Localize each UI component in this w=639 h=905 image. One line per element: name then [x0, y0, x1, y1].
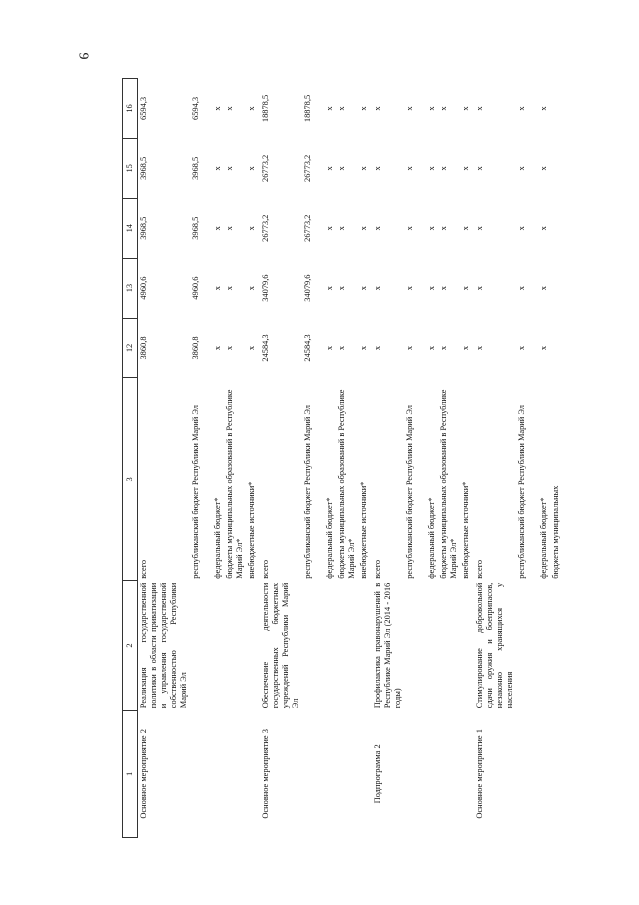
value-cell — [550, 258, 562, 318]
measure-name-cell — [516, 710, 538, 837]
value-cell: 3968,5 — [139, 216, 148, 240]
value-cell: х — [325, 166, 334, 171]
value-cell: х — [475, 286, 484, 291]
measure-description-cell — [404, 581, 426, 710]
value-cell: х — [325, 106, 334, 111]
funding-source-cell: федеральный бюджет* — [325, 497, 334, 579]
value-cell: 6594,3 — [139, 96, 148, 120]
value-cell: х — [539, 166, 548, 171]
value-cell — [550, 138, 562, 198]
value-cell: х — [337, 286, 346, 291]
header-cell: 16 — [123, 79, 138, 139]
measure-description-cell — [538, 581, 550, 710]
value-cell: х — [427, 345, 436, 351]
value-cell: х — [225, 166, 234, 171]
value-cell: х — [405, 166, 414, 171]
value-cell: х — [213, 106, 222, 111]
value-cell: х — [213, 166, 222, 171]
header-cell: 13 — [123, 258, 138, 318]
funding-source-cell: внебюджетные источники* — [247, 481, 256, 579]
funding-source-cell: республиканский бюджет Республики Марий Эл — [517, 405, 526, 579]
value-cell: х — [517, 345, 526, 351]
value-cell: х — [427, 286, 436, 291]
value-cell: х — [475, 226, 484, 231]
value-cell: 4960,6 — [139, 276, 148, 300]
value-cell: 18878,5 — [261, 94, 270, 123]
value-cell: х — [359, 286, 368, 291]
measure-description-cell — [246, 581, 260, 710]
value-cell: х — [247, 345, 256, 351]
page-number: 9 — [75, 52, 91, 60]
measure-description-cell: Стимулирование добровольной сдачи оружия и боеприпасов, незаконно хранящихся у населения — [475, 582, 514, 709]
value-cell: х — [439, 286, 448, 291]
header-cell: 2 — [123, 581, 138, 710]
header-cell: 12 — [123, 318, 138, 378]
funding-source-cell: республиканский бюджет Республики Марий Эл — [405, 405, 414, 579]
value-cell: х — [439, 106, 448, 111]
measure-description-cell — [358, 581, 372, 710]
value-cell: х — [461, 286, 470, 291]
measure-name-cell — [538, 710, 550, 837]
measure-description-cell: Профилактика правонарушений в Республике Марий Эл (2014 - 2016 годы) — [373, 582, 402, 709]
measure-name-cell — [438, 710, 460, 837]
funding-source-cell: всего — [475, 559, 484, 579]
funding-source-cell: всего — [139, 559, 148, 579]
value-cell: х — [475, 106, 484, 111]
value-cell — [550, 318, 562, 378]
measure-description-cell — [438, 581, 460, 710]
funding-source-cell: республиканский бюджет Республики Марий Эл — [303, 405, 312, 579]
table-row — [324, 79, 336, 838]
value-cell: х — [373, 166, 382, 171]
measure-description-cell — [336, 581, 358, 710]
funding-source-cell: федеральный бюджет* — [427, 497, 436, 579]
measure-name-cell — [550, 710, 562, 837]
table-row — [212, 79, 224, 838]
value-cell: х — [517, 106, 526, 111]
value-cell: х — [539, 106, 548, 111]
measure-name-cell — [224, 710, 246, 837]
value-cell: 3968,5 — [191, 216, 200, 240]
value-cell: х — [405, 345, 414, 351]
header-cell: 3 — [123, 378, 138, 581]
value-cell: х — [247, 226, 256, 231]
value-cell: 26773,2 — [261, 154, 270, 182]
funding-source-cell: федеральный бюджет* — [539, 497, 548, 579]
measure-name-cell — [404, 710, 426, 837]
value-cell: х — [247, 286, 256, 291]
value-cell: х — [373, 345, 382, 351]
value-cell: х — [405, 226, 414, 231]
table-row — [404, 79, 426, 838]
value-cell: х — [325, 345, 334, 351]
value-cell: х — [325, 286, 334, 291]
value-cell — [550, 198, 562, 258]
value-cell: х — [461, 226, 470, 231]
value-cell: х — [461, 106, 470, 111]
funding-source-cell: внебюджетные источники* — [461, 481, 470, 579]
value-cell: х — [373, 106, 382, 111]
value-cell: х — [461, 345, 470, 351]
measure-description-cell — [224, 581, 246, 710]
value-cell: 3860,8 — [191, 336, 200, 360]
value-cell: х — [405, 286, 414, 291]
table-row — [224, 79, 246, 838]
value-cell: х — [539, 345, 548, 351]
value-cell: х — [427, 106, 436, 111]
value-cell: х — [439, 166, 448, 171]
value-cell: 26773,2 — [261, 214, 270, 242]
value-cell: х — [213, 345, 222, 351]
value-cell: х — [517, 166, 526, 171]
value-cell: 34079,6 — [303, 274, 312, 302]
funding-source-cell: всего — [261, 559, 270, 579]
table-row — [438, 79, 460, 838]
value-cell: х — [517, 286, 526, 291]
table-row — [460, 79, 474, 838]
table-row — [246, 79, 260, 838]
table-header-row — [123, 79, 138, 838]
measure-description-cell — [516, 581, 538, 710]
measure-name-cell — [190, 710, 212, 837]
table-row — [260, 79, 302, 838]
value-cell: 18878,5 — [303, 94, 312, 123]
value-cell: х — [247, 106, 256, 111]
measure-description-cell — [550, 581, 562, 710]
measure-name-cell: Основное мероприятие 2 — [139, 729, 148, 819]
funding-source-cell: бюджеты муниципальных образований в Республике Марий Эл* — [439, 389, 458, 579]
table-row — [358, 79, 372, 838]
measure-name-cell: Основное мероприятие 1 — [475, 729, 484, 819]
funding-source-cell: бюджеты муниципальных образований в Республике Марий Эл* — [225, 389, 244, 579]
measure-name-cell — [358, 710, 372, 837]
header-cell: 14 — [123, 198, 138, 258]
value-cell: х — [225, 345, 234, 351]
budget-table — [122, 78, 562, 838]
table-row — [426, 79, 438, 838]
table-row — [190, 79, 212, 838]
funding-source-cell: федеральный бюджет* — [213, 497, 222, 579]
value-cell: 26773,2 — [303, 214, 312, 242]
measure-description-cell — [212, 581, 224, 710]
measure-description-cell — [302, 581, 324, 710]
value-cell: 3968,5 — [191, 156, 200, 180]
value-cell: 3860,8 — [139, 336, 148, 360]
value-cell: 3968,5 — [139, 156, 148, 180]
funding-source-cell: внебюджетные источники* — [359, 481, 368, 579]
value-cell: х — [359, 106, 368, 111]
measure-description-cell — [460, 581, 474, 710]
value-cell: х — [475, 166, 484, 171]
measure-description-cell: Обеспечение деятельности государственных бюджетных учреждений Республики Марий Эл — [261, 582, 300, 709]
measure-name-cell — [426, 710, 438, 837]
table-row — [538, 79, 550, 838]
value-cell: х — [359, 166, 368, 171]
value-cell: 24584,3 — [261, 334, 270, 362]
value-cell: х — [337, 226, 346, 231]
measure-name-cell — [212, 710, 224, 837]
value-cell: х — [337, 166, 346, 171]
value-cell: х — [225, 286, 234, 291]
table-row — [474, 79, 516, 838]
measure-description-cell: Реализация государственной политики в области приватизации и управления государственной собственностью Республики Марий Эл — [139, 582, 188, 709]
value-cell: х — [461, 166, 470, 171]
value-cell: х — [427, 226, 436, 231]
value-cell: х — [517, 226, 526, 231]
measure-name-cell — [302, 710, 324, 837]
value-cell: х — [373, 286, 382, 291]
table-row — [302, 79, 324, 838]
value-cell — [550, 79, 562, 139]
value-cell: 26773,2 — [303, 154, 312, 182]
measure-name-cell — [324, 710, 336, 837]
funding-source-cell: бюджеты муниципальных образований в Республике Марий Эл* — [337, 389, 356, 579]
table-row — [516, 79, 538, 838]
value-cell: х — [225, 226, 234, 231]
value-cell: 34079,6 — [261, 274, 270, 302]
measure-name-cell: Подпрограмма 2 — [373, 744, 382, 804]
value-cell: х — [337, 345, 346, 351]
table-row — [336, 79, 358, 838]
value-cell: х — [213, 226, 222, 231]
table-row — [138, 79, 191, 838]
value-cell: х — [359, 345, 368, 351]
value-cell: х — [439, 345, 448, 351]
measure-description-cell — [426, 581, 438, 710]
measure-name-cell — [246, 710, 260, 837]
rotated-table-sheet — [122, 78, 560, 838]
header-cell: 15 — [123, 138, 138, 198]
funding-source-cell: всего — [373, 559, 382, 579]
table-row — [550, 79, 562, 838]
value-cell: 4960,6 — [191, 276, 200, 300]
value-cell: х — [439, 226, 448, 231]
header-cell: 1 — [123, 710, 138, 837]
measure-name-cell — [460, 710, 474, 837]
measure-description-cell — [324, 581, 336, 710]
value-cell: х — [405, 106, 414, 111]
measure-description-cell — [190, 581, 212, 710]
value-cell: х — [225, 106, 234, 111]
value-cell: х — [373, 226, 382, 231]
value-cell: х — [359, 226, 368, 231]
value-cell: х — [247, 166, 256, 171]
value-cell: х — [427, 166, 436, 171]
value-cell: 24584,3 — [303, 334, 312, 362]
value-cell: 6594,3 — [191, 96, 200, 120]
measure-name-cell: Основное мероприятие 3 — [261, 729, 270, 819]
value-cell: х — [539, 226, 548, 231]
funding-source-cell: бюджеты муниципальных — [551, 485, 560, 579]
value-cell: х — [213, 286, 222, 291]
measure-name-cell — [336, 710, 358, 837]
value-cell: х — [539, 286, 548, 291]
value-cell: х — [475, 345, 484, 351]
value-cell: х — [337, 106, 346, 111]
table-row — [372, 79, 404, 838]
funding-source-cell: республиканский бюджет Республики Марий Эл — [191, 405, 200, 579]
value-cell: х — [325, 226, 334, 231]
